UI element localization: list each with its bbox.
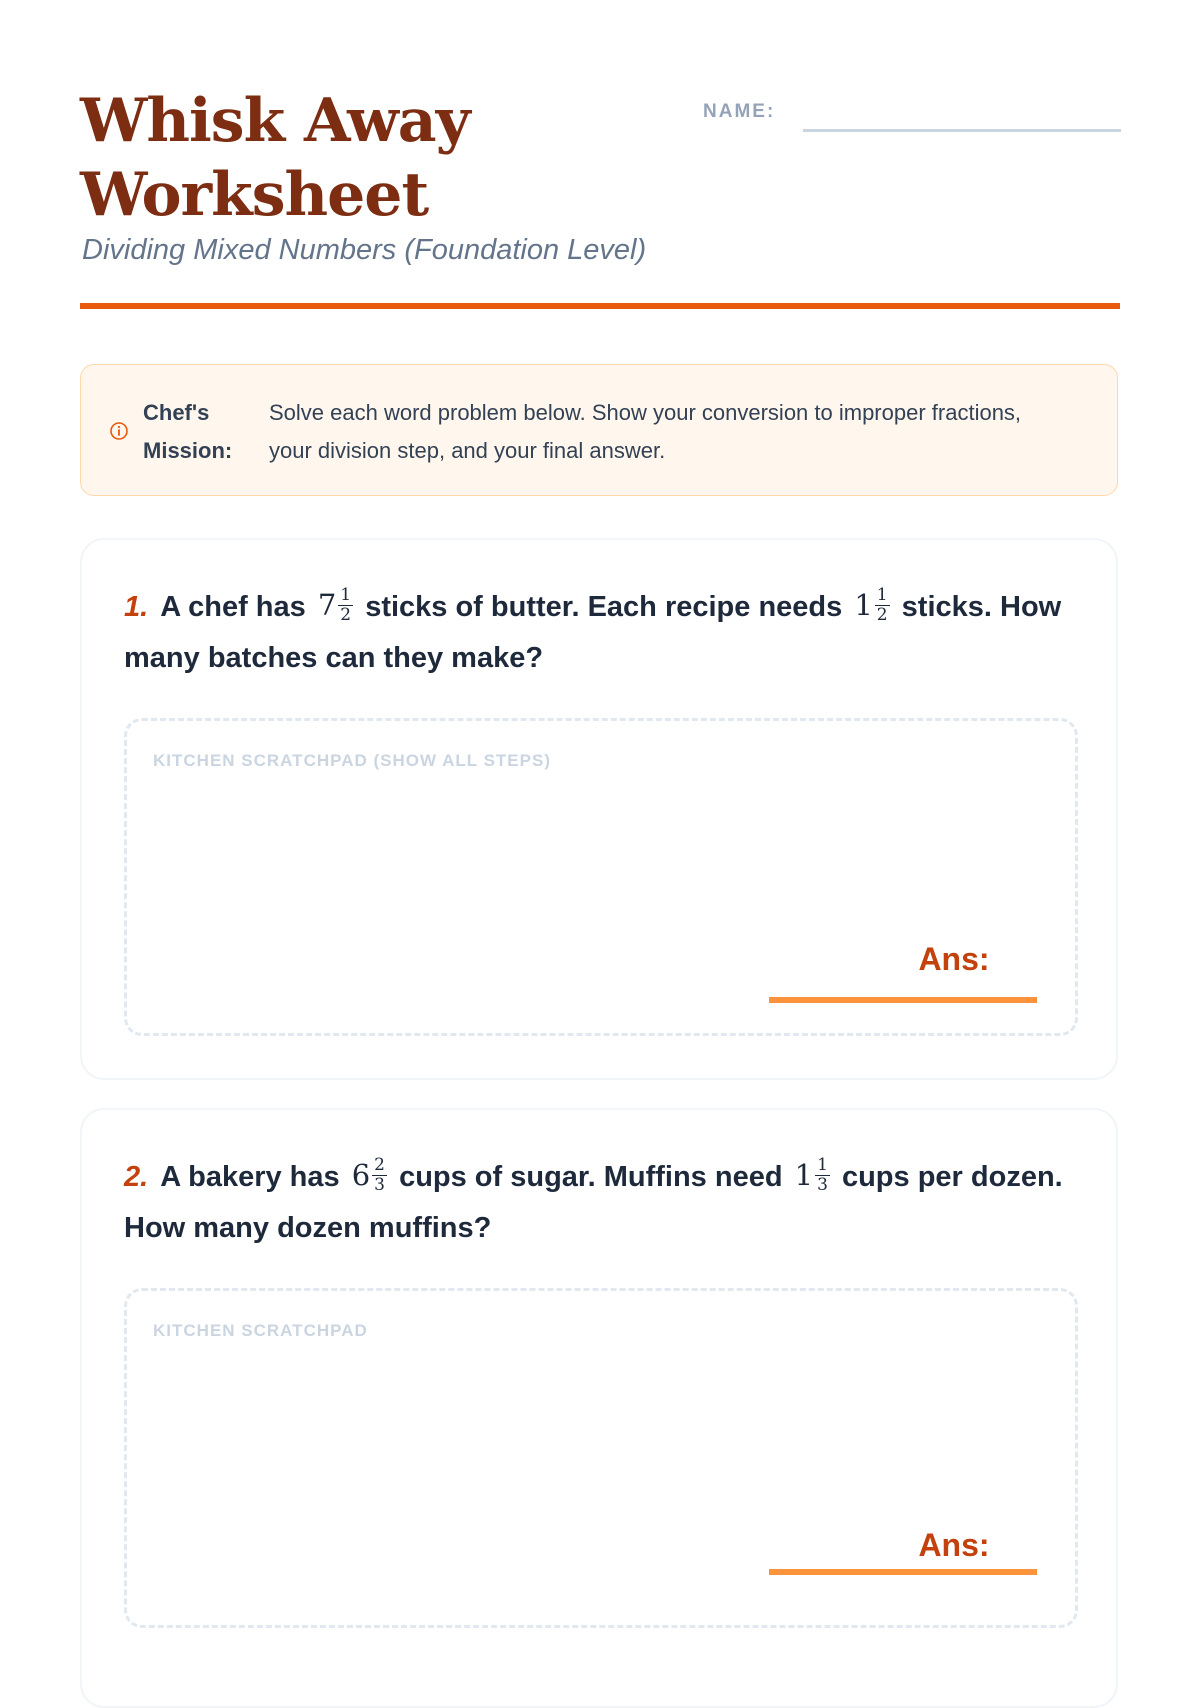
- mission-callout: [80, 364, 1118, 496]
- problem-1-question: [124, 582, 1074, 683]
- problem-1-number: 1.: [124, 591, 149, 623]
- mixed-number-whole: 6: [351, 1158, 371, 1193]
- problem-2-number: 2.: [124, 1161, 149, 1193]
- fraction-denominator: 2: [876, 604, 888, 625]
- problem-2-answer-field[interactable]: [769, 1569, 1037, 1575]
- scratchpad-label: KITCHEN SCRATCHPAD: [153, 1321, 368, 1340]
- problem-2-mixed-number-2: [795, 1150, 830, 1200]
- mixed-number-whole: 1: [794, 1158, 814, 1193]
- problem-1-mixed-number-1: [318, 580, 353, 630]
- mixed-number-whole: 7: [317, 588, 337, 623]
- problem-2-question: [124, 1152, 1074, 1253]
- problem-2-text-part-2: cups of sugar. Muffins need: [399, 1161, 783, 1193]
- problem-2-text-part-1: A bakery has: [160, 1161, 340, 1193]
- problem-1-scratchpad[interactable]: [124, 718, 1078, 1036]
- problem-1-text-part-3: sticks. How many batches can they make?: [124, 591, 1062, 675]
- problem-1-mixed-number-2: [854, 580, 889, 630]
- worksheet-title: [80, 84, 600, 232]
- fraction-numerator: 2: [374, 1154, 385, 1175]
- scratchpad-label: KITCHEN SCRATCHPAD (SHOW ALL STEPS): [153, 751, 551, 770]
- problem-1-text-part-2: sticks of butter. Each recipe needs: [365, 591, 843, 623]
- name-field[interactable]: [803, 129, 1121, 132]
- answer-label: Ans:: [918, 1527, 990, 1563]
- problem-1-answer-field[interactable]: [769, 997, 1037, 1003]
- header-divider: [80, 303, 1120, 309]
- mission-label-line-2: Mission:: [143, 438, 233, 463]
- worksheet-subtitle: Dividing Mixed Numbers (Foundation Level): [82, 234, 647, 266]
- name-label: NAME:: [703, 101, 776, 122]
- info-icon: [109, 421, 129, 441]
- fraction-denominator: 2: [340, 604, 352, 625]
- problem-2-mixed-number-1: [352, 1150, 387, 1200]
- problem-card-2: [80, 1108, 1118, 1708]
- fraction-denominator: 3: [817, 1174, 828, 1195]
- title-line-2: Worksheet: [80, 160, 429, 230]
- problem-2-text-part-3: cups per dozen. How many dozen muffins?: [124, 1161, 1063, 1245]
- fraction-numerator: 1: [817, 1154, 828, 1175]
- problem-1-text-part-1: A chef has: [160, 591, 306, 623]
- mission-text: Solve each word problem below. Show your conversion to improper fractions, your division step, and your final answer.: [269, 400, 1022, 463]
- problem-2-scratchpad[interactable]: [124, 1288, 1078, 1628]
- fraction-denominator: 3: [374, 1174, 385, 1195]
- mission-label-line-1: Chef's: [143, 400, 210, 425]
- title-line-1: Whisk Away: [80, 86, 470, 156]
- fraction-numerator: 1: [876, 584, 888, 605]
- fraction-numerator: 1: [340, 584, 352, 605]
- mixed-number-whole: 1: [854, 588, 873, 623]
- answer-label: Ans:: [918, 941, 990, 977]
- problem-card-1: [80, 538, 1118, 1080]
- mission-label: [143, 394, 253, 470]
